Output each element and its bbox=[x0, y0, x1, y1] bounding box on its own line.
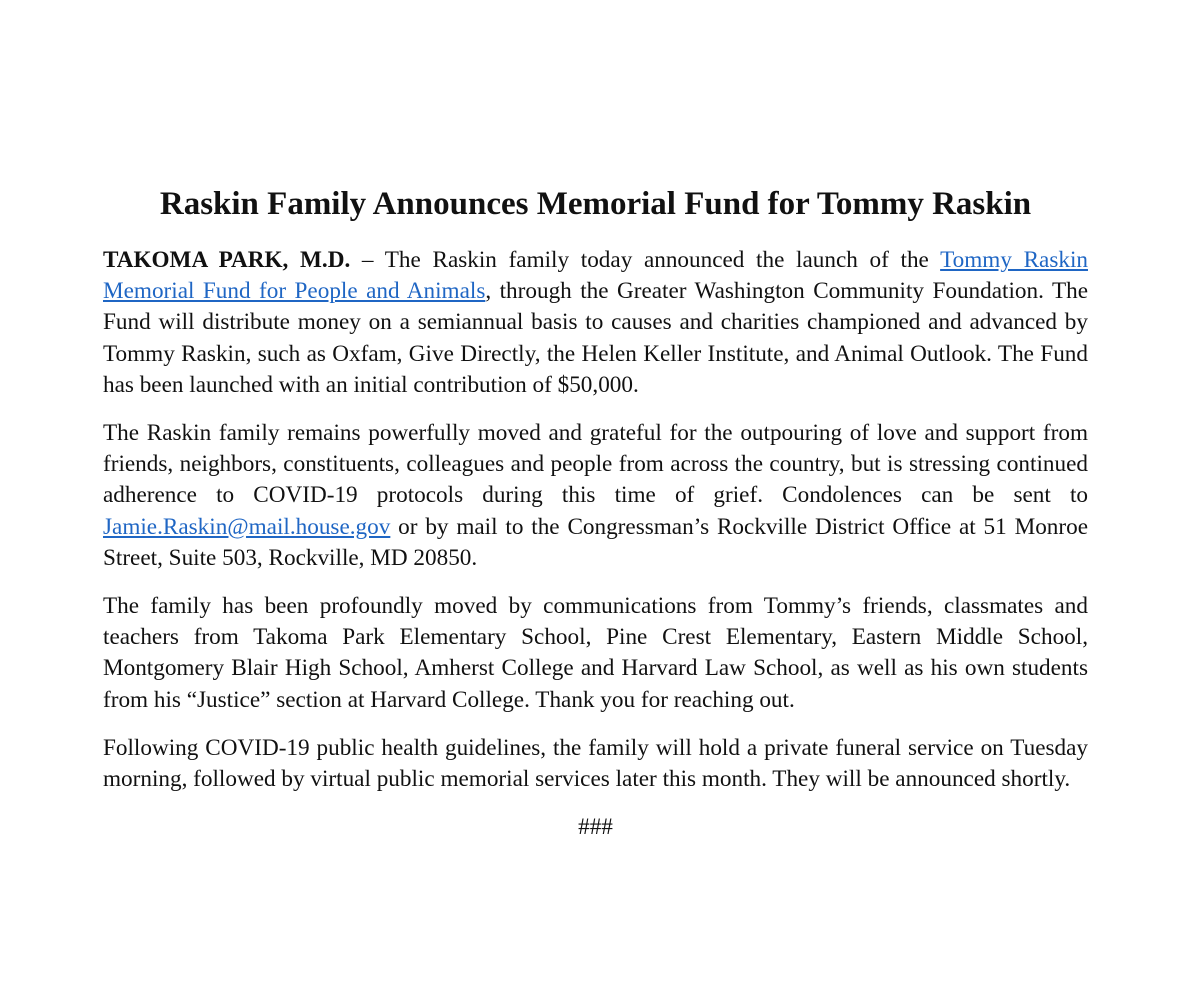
paragraph-text: or by mail to the Congressman’s Rockville District Office at 51 Monroe Street, Suite 503, Rockville, MD 20850. bbox=[103, 513, 1088, 571]
paragraph-condolences bbox=[103, 418, 1088, 574]
paragraph-text: The Raskin family remains powerfully moved and grateful for the outpouring of love and support from friends, neighbors, constituents, colleagues and people from across the country, but is stressing continued adherence to COVID-19 protocols during this time of grief. Condolences can be sent to bbox=[103, 420, 1088, 509]
paragraph-thanks: The family has been profoundly moved by communications from Tommy’s friends, classmates and teachers from Takoma Park Elementary School, Pine Crest Elementary, Eastern Middle School, Montgomery Blair High School, Amherst College and Harvard Law School, as well as his own students from his “Justice” section at Harvard College. Thank you for reaching out. bbox=[103, 593, 1088, 713]
paragraph-funeral: Following COVID-19 public health guidelines, the family will hold a private funeral service on Tuesday morning, followed by virtual public memorial services later this month. They will be announced shortly. bbox=[103, 734, 1088, 793]
paragraph-announcement bbox=[103, 245, 1088, 401]
paragraph-text: – The Raskin family today announced the launch of the bbox=[350, 247, 941, 273]
page-title: Raskin Family Announces Memorial Fund for Tommy Raskin bbox=[159, 186, 1032, 222]
memorial-fund-link[interactable]: Tommy Raskin Memorial Fund for People and Animals bbox=[103, 247, 1088, 305]
paragraph-text: , through the Greater Washington Community Foundation. The Fund will distribute money on a semiannual basis to causes and charities championed and advanced by Tommy Raskin, such as Oxfam, Give Directly, the Helen Keller Institute, and Animal Outlook. The Fund has been launched with an initial contribution of $50,000. bbox=[103, 278, 1088, 398]
email-link[interactable]: Jamie.Raskin@mail.house.gov bbox=[103, 513, 391, 540]
end-mark: ### bbox=[578, 814, 613, 841]
dateline: TAKOMA PARK, M.D. bbox=[103, 247, 351, 273]
press-release bbox=[103, 183, 1088, 842]
